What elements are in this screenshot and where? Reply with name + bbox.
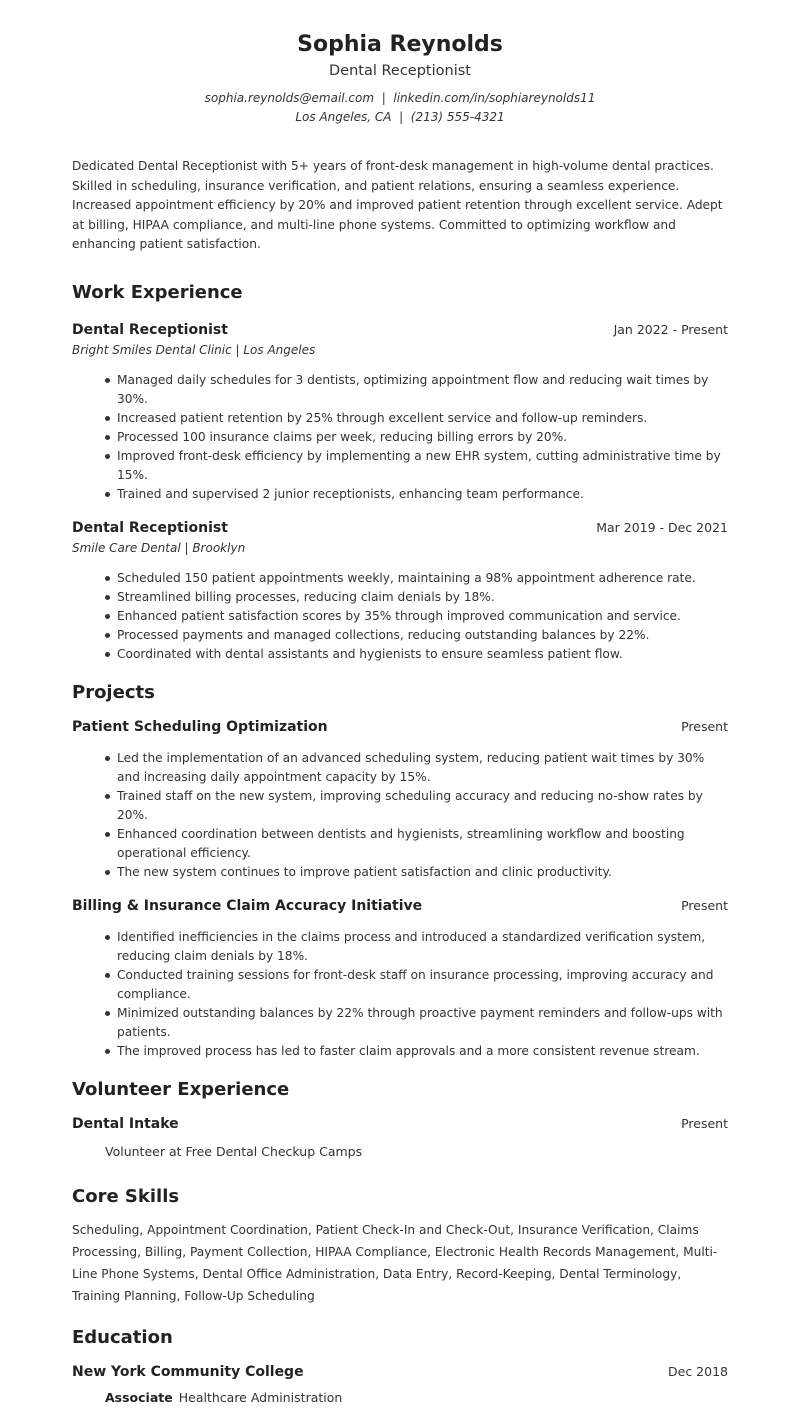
project-entry [72,896,728,1061]
list-item: The new system continues to improve patient satisfaction and clinic productivity. [117,863,728,882]
list-item: Led the implementation of an advanced scheduling system, reducing patient wait times by 30% and increasing daily appointment capacity by 15%. [117,749,728,787]
list-item: Trained staff on the new system, improving scheduling accuracy and reducing no-show rates by 20%. [117,787,728,825]
job-bullets [72,569,728,664]
list-item: Trained and supervised 2 junior receptionists, enhancing team performance. [117,485,728,504]
job-title: Dental Receptionist [72,321,228,338]
skills-list: Scheduling, Appointment Coordination, Patient Check-In and Check-Out, Insurance Verification, Claims Processing, Billing, Payment Collection, HIPAA Compliance, Electronic Health Records Management, Multi-Line Phone Systems, Dental Office Administration, Data Entry, Record-Keeping, Dental Terminology, Training Planning, Follow-Up Scheduling [72,1222,718,1303]
section-title-skills: Core Skills [72,1185,180,1207]
volunteer-section [72,1078,728,1162]
list-item: Enhanced coordination between dentists and hygienists, streamlining workflow and boosting operational efficiency. [117,825,728,863]
job-company: Smile Care Dental | Brooklyn [72,540,246,555]
list-item: Enhanced patient satisfaction scores by 35% through improved communication and service. [117,607,728,626]
project-title: Billing & Insurance Claim Accuracy Initiative [72,897,423,914]
projects-section [72,681,728,1061]
project-dates: Present [681,897,728,913]
candidate-name: Sophia Reynolds [297,32,503,57]
linkedin-link[interactable]: linkedin.com/in/sophiareynolds11 [393,91,596,105]
job-title: Dental Receptionist [72,519,228,536]
job-dates: Jan 2022 - Present [613,321,728,337]
list-item: Coordinated with dental assistants and hygienists to ensure seamless patient flow. [117,645,728,664]
list-item: Minimized outstanding balances by 22% through proactive payment reminders and follow-ups with patients. [117,1004,728,1042]
project-dates: Present [681,718,728,734]
email-link[interactable]: sophia.reynolds@email.com [204,91,375,105]
list-item: Streamlined billing processes, reducing claim denials by 18%. [117,588,728,607]
project-title: Patient Scheduling Optimization [72,718,328,735]
education-section [72,1326,728,1408]
skills-section [72,1185,728,1307]
list-item: Identified inefficiencies in the claims process and introduced a standardized verification system, reducing claim denials by 18%. [117,928,728,966]
contact-line-1 [72,89,728,108]
list-item: Scheduled 150 patient appointments weekly, maintaining a 98% appointment adherence rate. [117,569,728,588]
list-item: Improved front-desk efficiency by implementing a new EHR system, cutting administrative time by 15%. [117,447,728,485]
candidate-title: Dental Receptionist [329,63,471,79]
project-bullets [72,928,728,1061]
list-item: Managed daily schedules for 3 dentists, optimizing appointment flow and reducing wait times by 30%. [117,371,728,409]
list-item: Conducted training sessions for front-desk staff on insurance processing, improving accuracy and compliance. [117,966,728,1004]
resume-page [72,30,728,1408]
job-entry [72,518,728,664]
separator: | [381,91,386,105]
list-item: Processed 100 insurance claims per week, reducing billing errors by 20%. [117,428,728,447]
volunteer-title: Dental Intake [72,1115,179,1132]
section-title-education: Education [72,1326,173,1348]
job-bullets [72,371,728,504]
volunteer-dates: Present [681,1115,728,1131]
project-bullets [72,749,728,882]
volunteer-description: Volunteer at Free Dental Checkup Camps [105,1143,363,1159]
list-item: Processed payments and managed collections, reducing outstanding balances by 22%. [117,626,728,645]
school-name: New York Community College [72,1363,304,1380]
work-section [72,281,728,664]
degree-field: Healthcare Administration [178,1389,343,1405]
list-item: The improved process has led to faster claim approvals and a more consistent revenue stream. [117,1042,728,1061]
list-item: Increased patient retention by 25% through excellent service and follow-up reminders. [117,409,728,428]
job-company: Bright Smiles Dental Clinic | Los Angeles [72,342,316,357]
project-entry [72,717,728,882]
degree-line [72,1388,728,1408]
separator: | [399,110,404,124]
phone: (213) 555-4321 [410,110,505,124]
education-dates: Dec 2018 [668,1363,728,1379]
contact-line-2 [72,108,728,127]
section-title-volunteer: Volunteer Experience [72,1078,290,1100]
job-dates: Mar 2019 - Dec 2021 [596,519,728,535]
section-title-work: Work Experience [72,281,243,303]
location: Los Angeles, CA [295,110,392,124]
section-title-projects: Projects [72,681,155,703]
resume-header [72,30,728,127]
summary-paragraph: Dedicated Dental Receptionist with 5+ years of front-desk management in high-volume dental practices. Skilled in scheduling, insurance verification, and patient relations, ensuring a seamless experience. Increased appointment efficiency by 20% and improved patient retention through excellent service. Adept at billing, HIPAA compliance, and multi-line phone systems. Committed to optimizing workflow and enhancing patient satisfaction. [72,159,723,251]
degree-type: Associate [105,1389,173,1405]
job-entry [72,320,728,504]
